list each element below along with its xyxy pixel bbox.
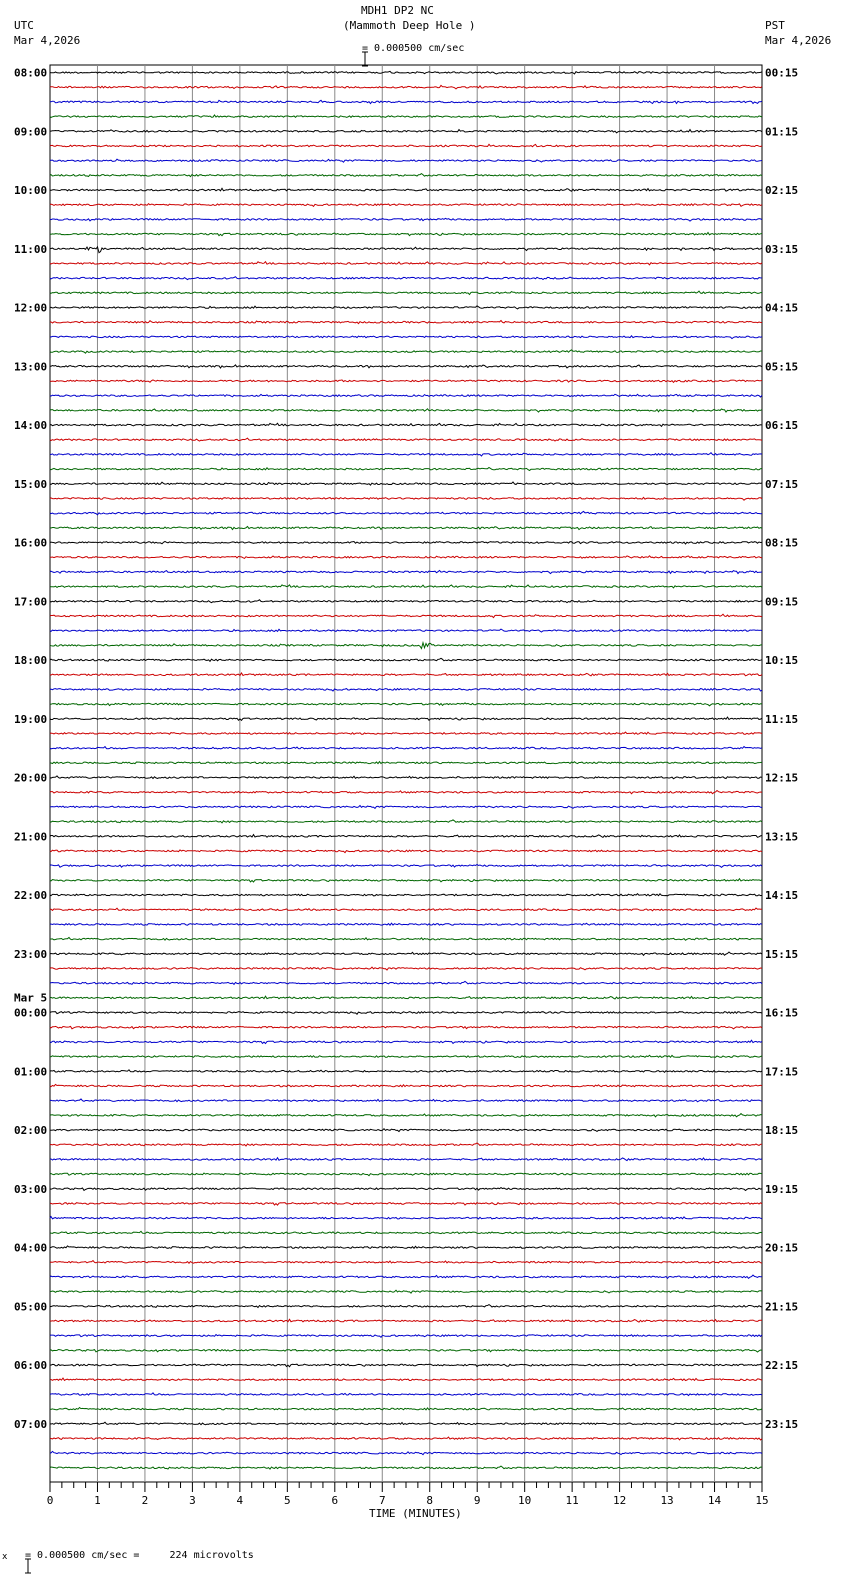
pst-label: PST bbox=[765, 19, 785, 32]
x-axis-label: TIME (MINUTES) bbox=[369, 1507, 462, 1520]
trace-row bbox=[50, 1173, 762, 1176]
utc-hour-label: 14:00 bbox=[14, 419, 48, 432]
x-tick-label: 12 bbox=[612, 1494, 627, 1507]
footer-scale-text: = 0.000500 cm/sec = 224 microvolts bbox=[25, 1550, 254, 1561]
trace-row bbox=[50, 438, 762, 441]
x-tick-label: 6 bbox=[331, 1494, 339, 1507]
trace-row bbox=[50, 1393, 762, 1396]
trace-row bbox=[50, 85, 762, 89]
trace-row bbox=[50, 673, 762, 676]
trace-row bbox=[50, 806, 762, 809]
trace-row bbox=[50, 850, 762, 853]
utc-hour-label: 16:00 bbox=[14, 536, 48, 550]
trace-row bbox=[50, 570, 762, 573]
pst-hour-label: 16:15 bbox=[765, 1006, 799, 1020]
trace-row bbox=[50, 144, 762, 146]
utc-hour-label: 13:00 bbox=[14, 360, 48, 374]
trace-row bbox=[50, 614, 762, 617]
pst-hour-label: 21:15 bbox=[765, 1300, 799, 1314]
x-tick-label: 3 bbox=[189, 1494, 196, 1507]
utc-hour-label: 05:00 bbox=[14, 1300, 48, 1314]
pst-hour-label: 03:15 bbox=[765, 242, 799, 256]
trace-row bbox=[50, 218, 762, 221]
trace-row bbox=[50, 541, 762, 544]
trace-row bbox=[50, 321, 762, 324]
pst-hour-label: 06:15 bbox=[765, 419, 799, 432]
utc-hour-label: 06:00 bbox=[14, 1359, 48, 1372]
pst-hour-label: 07:15 bbox=[765, 477, 799, 491]
trace-row bbox=[50, 453, 762, 456]
trace-row bbox=[50, 1349, 762, 1352]
trace-row bbox=[50, 1290, 762, 1293]
utc-hour-label: 17:00 bbox=[14, 595, 48, 609]
trace-row bbox=[50, 291, 762, 294]
trace-row bbox=[50, 1451, 762, 1454]
pst-hour-label: 14:15 bbox=[765, 889, 799, 902]
trace-row bbox=[50, 1070, 762, 1073]
trace-row bbox=[50, 1437, 762, 1440]
pst-hour-label: 19:15 bbox=[765, 1182, 799, 1196]
pst-hour-label: 09:15 bbox=[765, 595, 799, 609]
trace-row bbox=[50, 233, 762, 236]
trace-row bbox=[50, 791, 762, 794]
trace-row bbox=[50, 71, 762, 74]
pst-hour-label: 05:15 bbox=[765, 360, 799, 374]
trace-row bbox=[50, 1275, 762, 1278]
footer-marker: x bbox=[2, 1552, 8, 1562]
trace-row bbox=[50, 1040, 762, 1043]
utc-hour-label: 00:00 bbox=[14, 1006, 48, 1020]
trace-row bbox=[50, 394, 762, 397]
pst-hour-label: 20:15 bbox=[765, 1241, 799, 1255]
pst-hour-label: 23:15 bbox=[765, 1417, 799, 1431]
trace-row bbox=[50, 556, 762, 559]
trace-row bbox=[50, 1231, 762, 1234]
utc-hour-label: 21:00 bbox=[14, 830, 48, 844]
footer-scale-icon bbox=[11, 1545, 19, 1561]
pst-date: Mar 4,2026 bbox=[765, 34, 832, 47]
trace-row bbox=[50, 277, 762, 280]
trace-row bbox=[50, 174, 762, 177]
time-axis bbox=[47, 1482, 769, 1507]
utc-hour-label: 01:00 bbox=[14, 1065, 48, 1079]
x-tick-label: 15 bbox=[755, 1494, 769, 1507]
trace-row bbox=[50, 115, 762, 117]
trace-row bbox=[50, 923, 762, 925]
pst-hour-label: 04:15 bbox=[765, 301, 799, 315]
pst-hour-label: 13:15 bbox=[765, 830, 799, 844]
trace-row bbox=[50, 835, 762, 838]
trace-row bbox=[50, 981, 762, 984]
trace-row bbox=[50, 732, 762, 734]
x-tick-label: 13 bbox=[660, 1494, 674, 1507]
trace-row bbox=[50, 1305, 762, 1308]
utc-hour-label: 15:00 bbox=[14, 477, 48, 491]
trace-row bbox=[50, 1129, 762, 1132]
x-tick-label: 11 bbox=[565, 1494, 579, 1507]
trace-row bbox=[50, 865, 762, 868]
utc-label: UTC bbox=[14, 19, 34, 32]
trace-row bbox=[50, 879, 762, 882]
trace-row bbox=[50, 188, 762, 191]
trace-row bbox=[50, 1466, 762, 1469]
trace-row bbox=[50, 130, 762, 133]
trace-row bbox=[50, 511, 762, 514]
trace-row bbox=[50, 600, 762, 603]
trace-row bbox=[50, 1378, 762, 1380]
x-tick-label: 2 bbox=[141, 1494, 149, 1507]
pst-hour-label: 12:15 bbox=[765, 771, 799, 785]
date-change-label: Mar 5 bbox=[14, 991, 48, 1005]
trace-row bbox=[50, 747, 762, 750]
trace-row bbox=[50, 776, 762, 779]
x-tick-label: 4 bbox=[236, 1494, 244, 1507]
pst-hour-label: 17:15 bbox=[765, 1065, 799, 1079]
utc-hour-label: 09:00 bbox=[14, 125, 48, 139]
x-tick-label: 10 bbox=[518, 1494, 532, 1507]
trace-row bbox=[50, 336, 762, 339]
trace-row bbox=[50, 894, 762, 896]
utc-hour-label: 04:00 bbox=[14, 1241, 48, 1255]
trace-row bbox=[50, 688, 762, 691]
utc-hour-label: 03:00 bbox=[14, 1182, 48, 1196]
trace-row bbox=[50, 423, 762, 426]
trace-row bbox=[50, 306, 762, 309]
trace-row bbox=[50, 820, 762, 823]
trace-row bbox=[50, 1188, 762, 1191]
trace-row bbox=[50, 717, 762, 720]
pst-hour-label: 18:15 bbox=[765, 1124, 799, 1137]
trace-row bbox=[50, 482, 762, 485]
trace-row bbox=[50, 1099, 762, 1102]
trace-row bbox=[50, 952, 762, 955]
station-name: (Mammoth Deep Hole ) bbox=[343, 19, 476, 32]
x-tick-label: 8 bbox=[426, 1494, 434, 1507]
pst-hour-label: 02:15 bbox=[765, 184, 799, 197]
trace-row bbox=[50, 1114, 762, 1117]
trace-row bbox=[50, 1408, 762, 1410]
pst-hour-label: 22:15 bbox=[765, 1359, 799, 1372]
utc-hour-label: 07:00 bbox=[14, 1417, 48, 1431]
trace-row bbox=[50, 658, 762, 661]
trace-row bbox=[50, 1319, 762, 1322]
utc-hour-label: 08:00 bbox=[14, 66, 48, 80]
pst-hour-label: 00:15 bbox=[765, 66, 799, 80]
x-tick-label: 0 bbox=[46, 1494, 54, 1507]
x-tick-label: 9 bbox=[473, 1494, 481, 1507]
utc-hour-label: 12:00 bbox=[14, 301, 48, 315]
x-tick-label: 5 bbox=[284, 1494, 291, 1507]
utc-hour-label: 19:00 bbox=[14, 712, 48, 726]
trace-row bbox=[50, 1012, 762, 1015]
trace-row bbox=[50, 497, 762, 500]
pst-hour-label: 10:15 bbox=[765, 654, 799, 667]
station-title: MDH1 DP2 NC bbox=[361, 4, 434, 17]
trace-row bbox=[50, 409, 762, 412]
trace-row bbox=[50, 468, 762, 471]
trace-row bbox=[50, 350, 762, 353]
trace-row bbox=[50, 1422, 762, 1425]
trace-row bbox=[50, 1246, 762, 1248]
trace-row bbox=[50, 262, 762, 265]
trace-row bbox=[50, 1084, 762, 1086]
trace-row bbox=[50, 967, 762, 970]
utc-hour-label: 02:00 bbox=[14, 1124, 48, 1137]
trace-row bbox=[50, 908, 762, 911]
trace-row bbox=[50, 938, 762, 941]
trace-row bbox=[50, 1261, 762, 1264]
trace-row bbox=[50, 643, 762, 649]
trace-row bbox=[50, 1364, 762, 1367]
utc-hour-label: 18:00 bbox=[14, 654, 48, 667]
utc-hour-label: 23:00 bbox=[14, 947, 48, 961]
trace-row bbox=[50, 1026, 762, 1029]
trace-row bbox=[50, 380, 762, 383]
trace-row bbox=[50, 100, 762, 103]
trace-row bbox=[50, 204, 762, 207]
utc-date: Mar 4,2026 bbox=[14, 34, 81, 47]
x-tick-label: 1 bbox=[94, 1494, 101, 1507]
x-tick-label: 7 bbox=[378, 1494, 386, 1507]
x-tick-label: 14 bbox=[707, 1494, 722, 1507]
trace-row bbox=[50, 159, 762, 162]
scale-text: = 0.000500 cm/sec bbox=[362, 43, 465, 54]
pst-hour-label: 15:15 bbox=[765, 947, 799, 961]
trace-row bbox=[50, 585, 762, 588]
trace-row bbox=[50, 247, 762, 253]
trace-row bbox=[50, 996, 762, 999]
pst-hour-label: 11:15 bbox=[765, 712, 799, 726]
trace-row bbox=[50, 1055, 762, 1057]
utc-hour-label: 22:00 bbox=[14, 889, 48, 902]
trace-row bbox=[50, 762, 762, 764]
trace-row bbox=[50, 1143, 762, 1146]
utc-hour-label: 10:00 bbox=[14, 184, 48, 197]
pst-hour-label: 08:15 bbox=[765, 536, 799, 550]
trace-group bbox=[50, 71, 762, 1469]
pst-hour-label: 01:15 bbox=[765, 125, 799, 139]
trace-row bbox=[50, 527, 762, 530]
trace-row bbox=[50, 1217, 762, 1219]
trace-row bbox=[50, 1158, 762, 1161]
trace-row bbox=[50, 1203, 762, 1206]
utc-hour-label: 20:00 bbox=[14, 771, 48, 785]
utc-hour-label: 11:00 bbox=[14, 242, 48, 256]
trace-row bbox=[50, 703, 762, 706]
trace-row bbox=[50, 1335, 762, 1338]
trace-row bbox=[50, 365, 762, 368]
trace-row bbox=[50, 629, 762, 632]
